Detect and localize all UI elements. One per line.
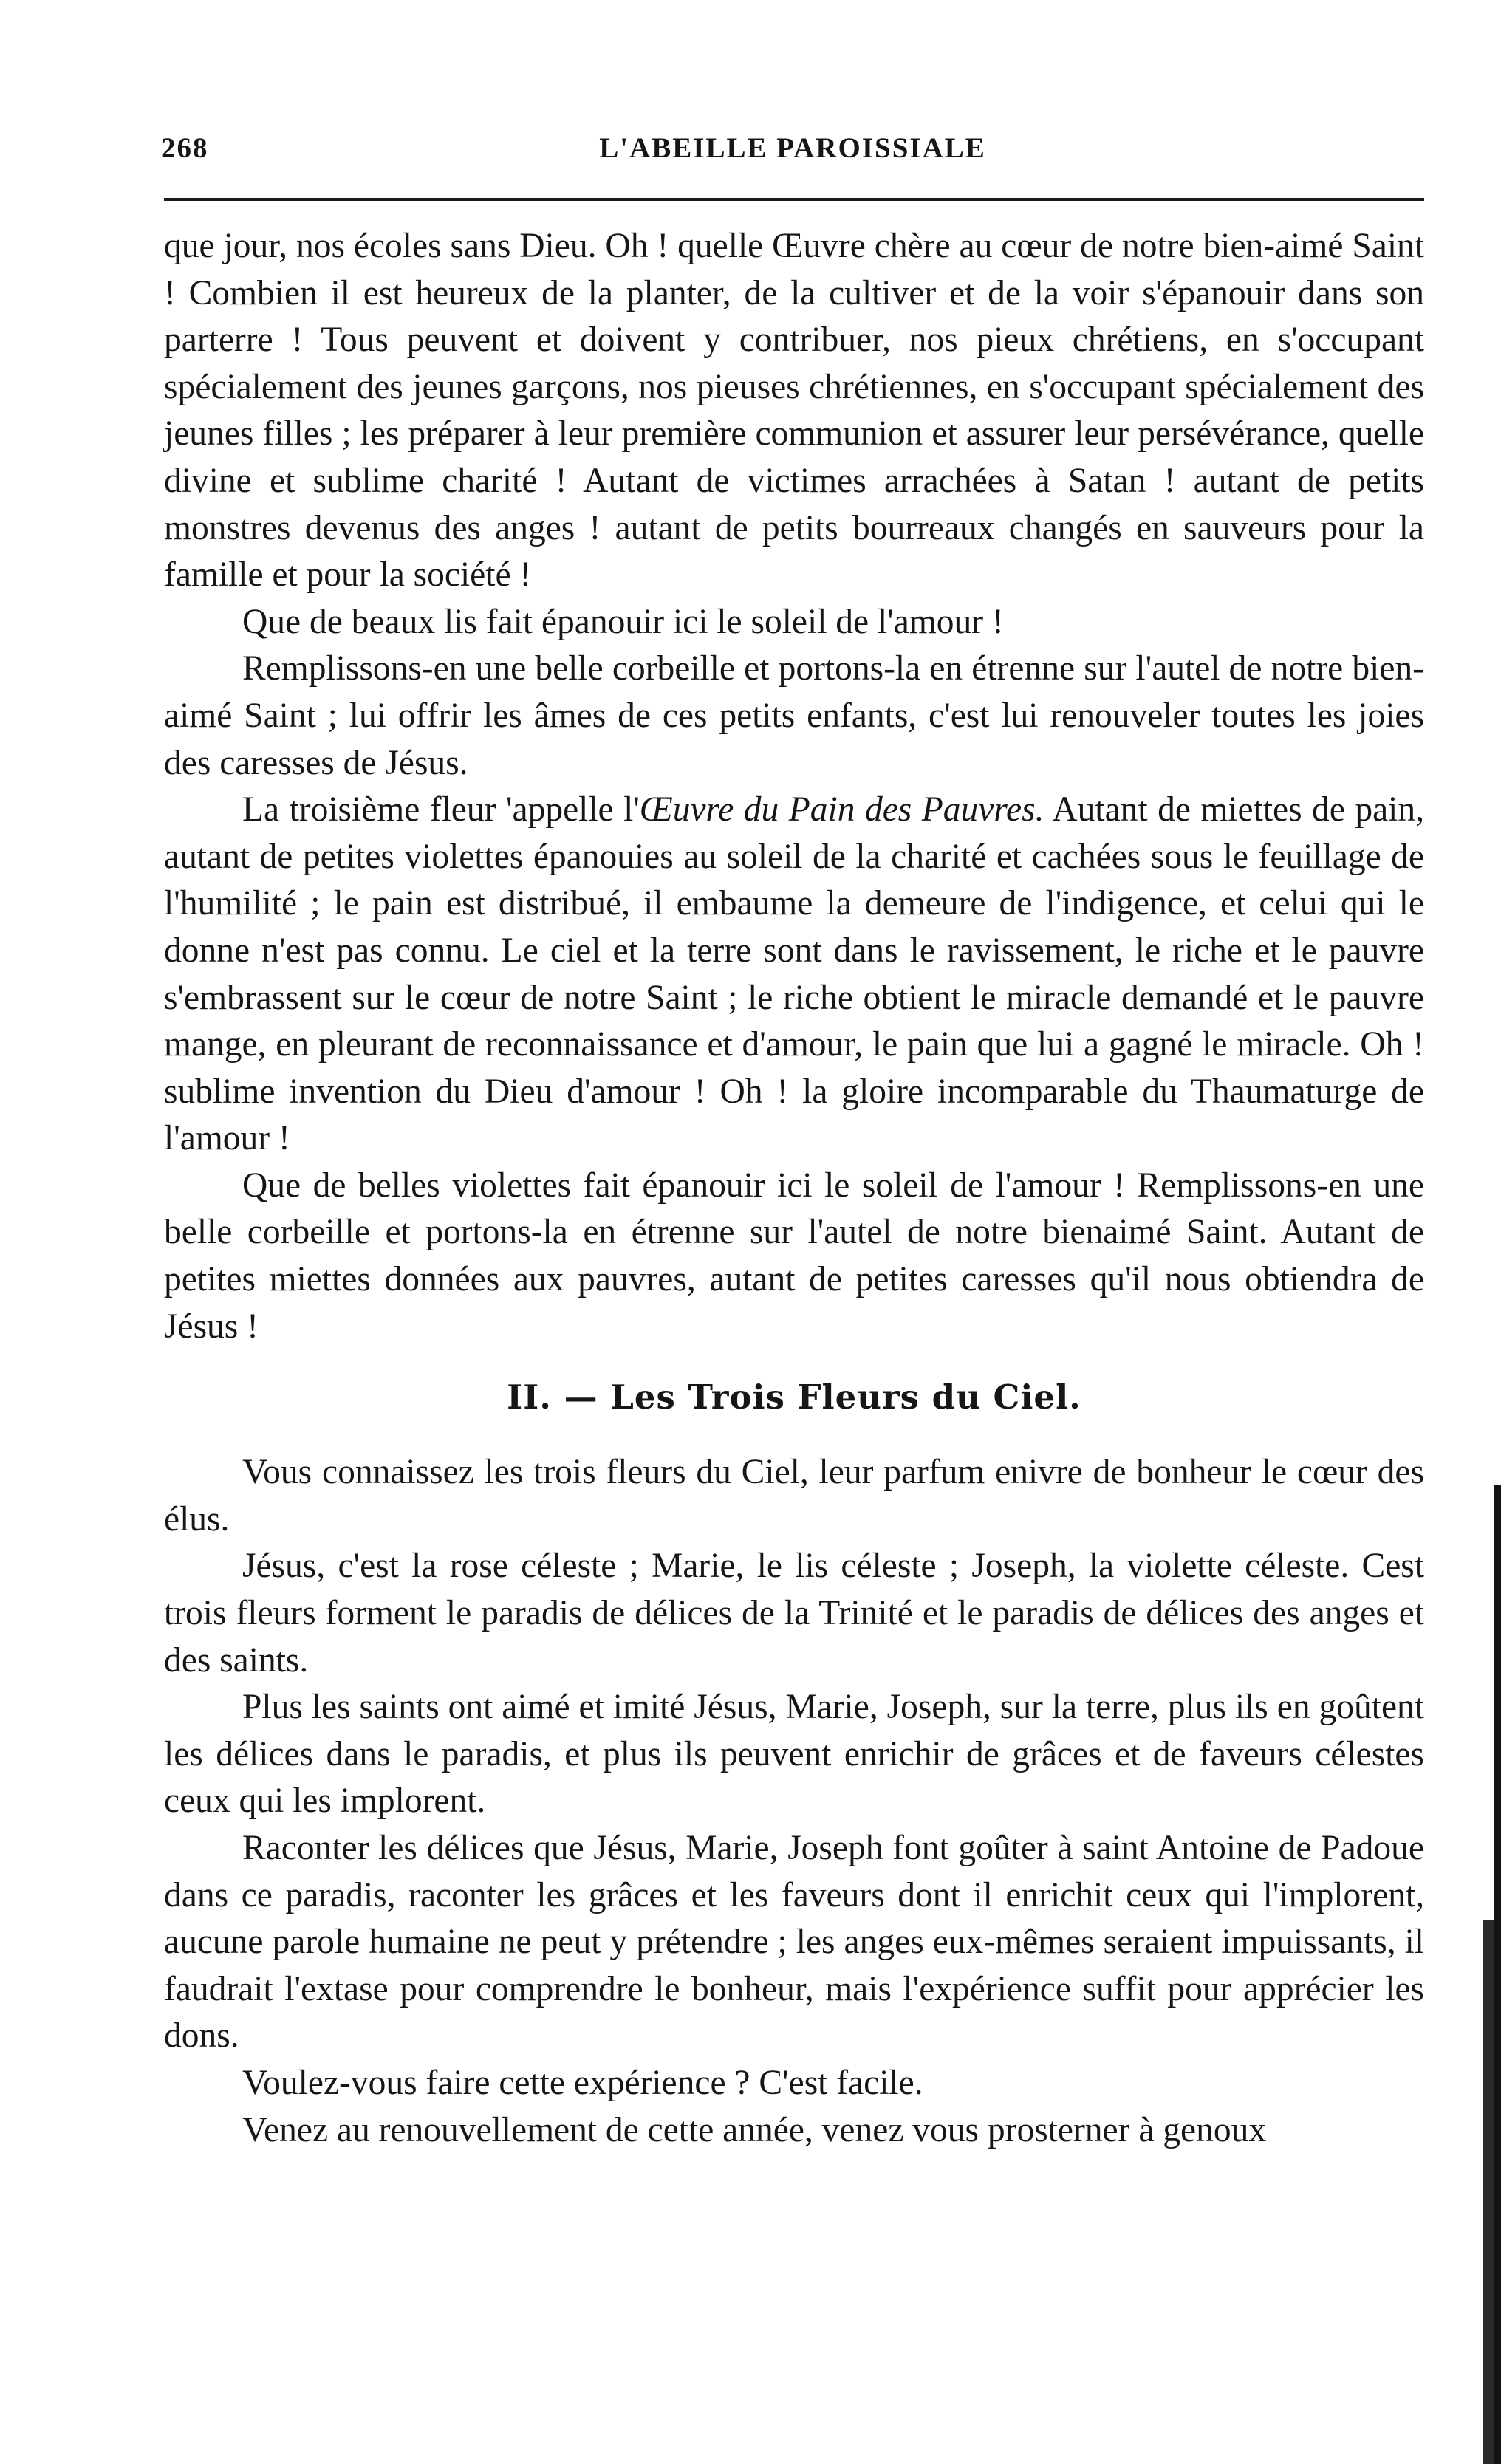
paragraph-10: Voulez-vous faire cette expérience ? C'est facile. bbox=[242, 2063, 923, 2102]
paragraph-7: Jésus, c'est la rose céleste ; Marie, le lis céleste ; Joseph, la violette céleste. Cest trois fleurs forment le paradis de délices de la Trinité et le paradis de délices des anges et des saints. bbox=[164, 1547, 1424, 1680]
paragraph-4-start: La troisième fleur 'appelle l' bbox=[242, 790, 640, 829]
scan-edge-shadow-inner bbox=[1483, 1920, 1494, 2464]
paragraph-4 bbox=[164, 787, 1424, 1163]
paragraph-2: Que de beaux lis fait épanouir ici le soleil de l'amour ! bbox=[242, 602, 1004, 641]
header-rule bbox=[164, 198, 1424, 201]
paragraph-5: Que de belles violettes fait épanouir ici le soleil de l'amour ! Remplissons-en une belle corbeille et portons-la en étrenne sur l'autel de notre bienaimé Saint. Autant de petites miettes données aux pauvres, autant de petites caresses qu'il nous obtiendra de Jésus ! bbox=[164, 1166, 1424, 1346]
paragraph-3: Remplissons-en une belle corbeille et portons-la en étrenne sur l'autel de notre bien-aimé Saint ; lui offrir les âmes de ces petits enfants, c'est lui renouveler toutes les joies des caresses de Jésus. bbox=[164, 649, 1424, 782]
page-body bbox=[164, 223, 1424, 2154]
scan-edge-shadow bbox=[1494, 1485, 1501, 2464]
paragraph-6: Vous connaissez les trois fleurs du Ciel, leur parfum enivre de bonheur le cœur des élus. bbox=[164, 1453, 1424, 1539]
page-header bbox=[161, 126, 1424, 170]
section-heading: II. — Les Trois Fleurs du Ciel. bbox=[507, 1378, 1081, 1417]
paragraph-1: que jour, nos écoles sans Dieu. Oh ! quelle Œuvre chère au cœur de notre bien-aimé Saint ! Combien il est heureux de la planter, de la cultiver et de la voir s'épanouir dans son parterre ! Tous peuvent et doivent y contribuer, nos pieux chrétiens, en s'occupant spécialement des jeunes garçons, nos pieuses chrétiennes, en s'occupant spécialement des jeunes filles ; les préparer à leur première communion et assurer leur persévérance, quelle divine et sublime charité ! Autant de victimes arrachées à Satan ! autant de petits monstres devenus des anges ! autant de petits bourreaux changés en sauveurs pour la famille et pour la société ! bbox=[164, 227, 1424, 595]
paragraph-11: Venez au renouvellement de cette année, venez vous prosterner à genoux bbox=[242, 2110, 1267, 2149]
paragraph-4-rest: Autant de miettes de pain, autant de petites violettes épanouies au soleil de la charité et cachées sous le feuillage de l'humilité ; le pain est distribué, il embaume la demeure de l'indigence, et celui qui le donne n'est pas connu. Le ciel et la terre sont dans le ravissement, le riche et le pauvre s'embrassent sur le cœur de notre Saint ; le riche obtient le miracle demandé et le pauvre mange, en pleurant de reconnaissance et d'amour, le pain que lui a gagné le miracle. Oh ! sublime invention du Dieu d'amour ! Oh ! la gloire incomparable du Thaumaturge de l'amour ! bbox=[164, 790, 1425, 1158]
paragraph-9: Raconter les délices que Jésus, Marie, Joseph font goûter à saint Antoine de Padoue dans ce paradis, raconter les grâces et les faveurs dont il enrichit ceux qui l'implorent, aucune parole humaine ne peut y prétendre ; les anges eux-mêmes seraient impuissants, il faudrait l'extase pour comprendre le bonheur, mais l'expérience suffit pour apprécier les dons. bbox=[164, 1829, 1424, 2056]
page-number: 268 bbox=[161, 132, 209, 164]
paragraph-8: Plus les saints ont aimé et imité Jésus, Marie, Joseph, sur la terre, plus ils en goûtent les délices dans le paradis, et plus ils peuvent enrichir de grâces et de faveurs célestes ceux qui les implorent. bbox=[164, 1688, 1424, 1821]
running-title: L'ABEILLE PAROISSIALE bbox=[599, 132, 986, 164]
paragraph-4-italic-title: Œuvre du Pain des Pauvres. bbox=[639, 790, 1044, 829]
